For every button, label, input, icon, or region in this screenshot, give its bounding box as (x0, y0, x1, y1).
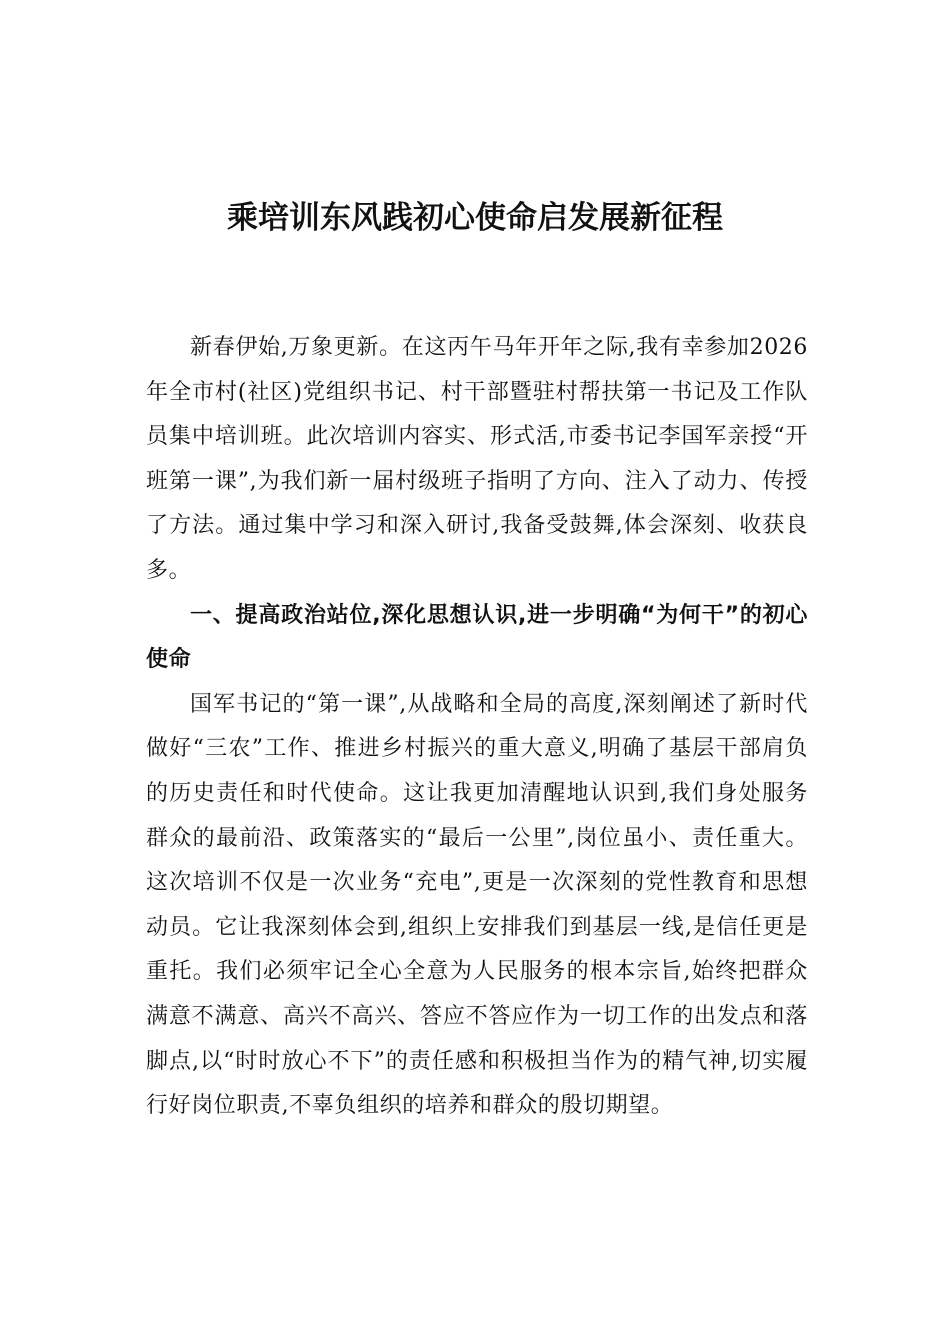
section-heading-1: 一、提高政治站位,深化思想认识,进一步明确“为何干”的初心使命 (146, 602, 808, 673)
intro-paragraph: 新春伊始,万象更新。在这丙午马年开年之际,我有幸参加2026年全市村(社区)党组织书记、村干部暨驻村帮扶第一书记及工作队员集中培训班。此次培训内容实、形式活,市委书记李国军亲授“开班第一课”,为我们新一届村级班子指明了方向、注入了动力、传授了方法。通过集中学习和深入研讨,我备受鼓舞,体会深刻、收获良多。 (146, 335, 808, 583)
document-title: 乘培训东风践初心使命启发展新征程 (227, 200, 723, 236)
section-1-paragraph: 国军书记的“第一课”,从战略和全局的高度,深刻阐述了新时代做好“三农”工作、推进乡村振兴的重大意义,明确了基层干部肩负的历史责任和时代使命。这让我更加清醒地认识到,我们身处服务群众的最前沿、政策落实的“最后一公里”,岗位虽小、责任重大。这次培训不仅是一次业务“充电”,更是一次深刻的党性教育和思想动员。它让我深刻体会到,组织上安排我们到基层一线,是信任更是重托。我们必须牢记全心全意为人民服务的根本宗旨,始终把群众满意不满意、高兴不高兴、答应不答应作为一切工作的出发点和落脚点,以“时时放心不下”的责任感和积极担当作为的精气神,切实履行好岗位职责,不辜负组织的培养和群众的殷切期望。 (146, 691, 808, 1119)
document-body (146, 326, 808, 1129)
